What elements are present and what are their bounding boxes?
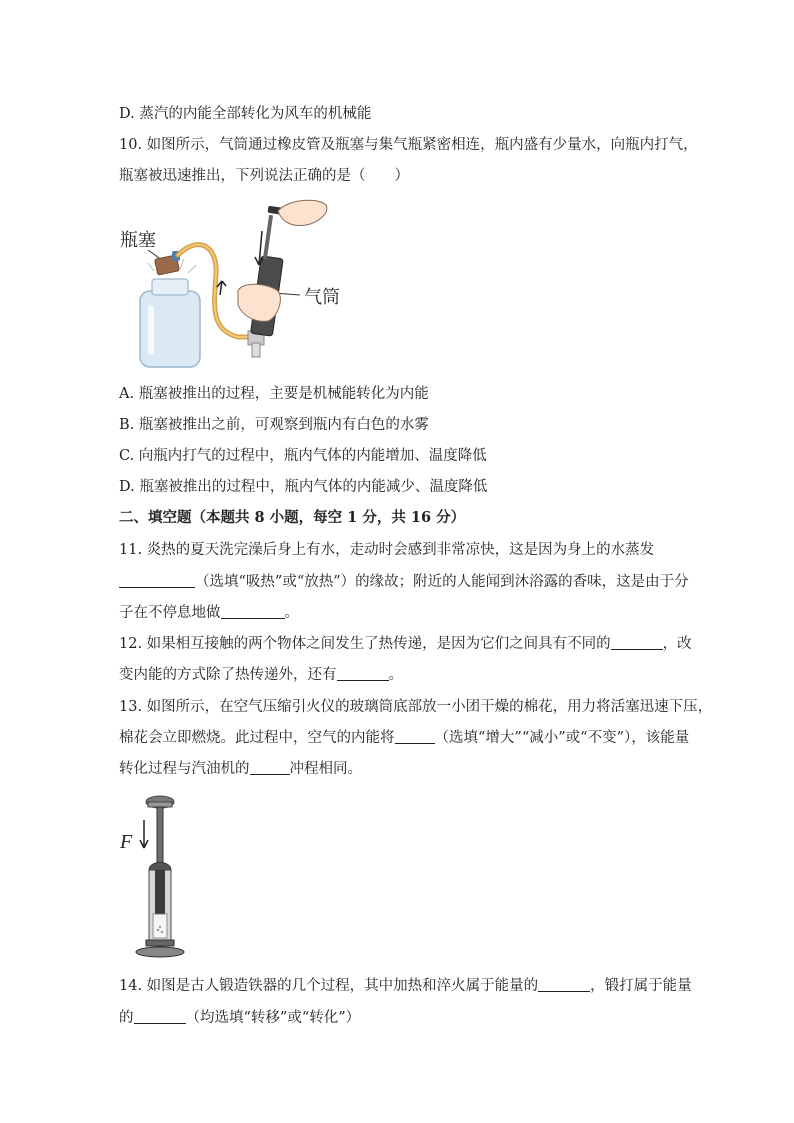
q10-option-c[interactable]: C. 向瓶内打气的过程中，瓶内气体的内能增加、温度降低: [119, 448, 487, 464]
fire-syringe-icon: [136, 796, 184, 957]
q12-line2: 变内能的方式除了热传递外，还有 。: [119, 667, 403, 683]
q13-figure: [118, 790, 198, 960]
q11-line1: 11. 炎热的夏天洗完澡后身上有水，走动时会感到非常凉快，这是因为身上的水蒸发: [119, 542, 655, 558]
q13-blank-2[interactable]: [250, 759, 290, 775]
bottle-icon: [140, 279, 200, 367]
q10-option-a[interactable]: A. 瓶塞被推出的过程，主要是机械能转化为内能: [119, 386, 429, 402]
q11-line3: 子在不停息地做 。: [119, 605, 299, 621]
q10-option-d[interactable]: D. 瓶塞被推出的过程中，瓶内气体的内能减少、温度降低: [119, 479, 488, 495]
q14-line1: 14. 如图是古人锻造铁器的几个过程，其中加热和淬火属于能量的 ，锻打属于能量: [119, 978, 692, 994]
q14-blank-1[interactable]: [538, 976, 590, 992]
q9-option-d: D. 蒸汽的内能全部转化为风车的机械能: [119, 106, 372, 122]
q10-figure: [118, 195, 358, 370]
q14-blank-2[interactable]: [134, 1008, 186, 1024]
q13-line3: 转化过程与汽油机的 冲程相同。: [119, 761, 362, 777]
q10-label-pump: 气筒: [304, 287, 340, 308]
q11-line2: （选填“吸热”或“放热”）的缘故；附近的人能闻到沐浴露的香味，这是由于分: [119, 572, 689, 592]
q13-blank-1[interactable]: [395, 728, 435, 744]
q11-blank-1[interactable]: [119, 572, 195, 588]
section-title-fill-blank: 二、填空题（本题共 8 小题，每空 1 分，共 16 分）: [119, 509, 466, 526]
q13-line1: 13. 如图所示，在空气压缩引火仪的玻璃筒底部放一小团干燥的棉花，用力将活塞迅速下压，: [119, 699, 713, 715]
q11-blank-2[interactable]: [221, 603, 285, 619]
q13-line2: 棉花会立即燃烧。此过程中，空气的内能将 （选填“增大”“减小”或“不变”），该能量: [119, 730, 690, 746]
q13-label-force: F: [120, 831, 133, 853]
q12-line1: 12. 如果相互接触的两个物体之间发生了热传递，是因为它们之间具有不同的 ，改: [119, 636, 692, 652]
hand-top: [278, 200, 327, 225]
q12-blank-1[interactable]: [611, 634, 663, 650]
q10-label-stopper: 瓶塞: [120, 230, 156, 251]
q10-stem-line2: 瓶塞被迅速推出，下列说法正确的是（ ）: [119, 168, 409, 184]
q12-blank-2[interactable]: [337, 665, 389, 681]
q14-line2: 的 （均选填“转移”或“转化”）: [119, 1010, 361, 1026]
pump-icon: [248, 206, 286, 357]
q10-stem-line1: 10. 如图所示，气筒通过橡皮管及瓶塞与集气瓶紧密相连，瓶内盛有少量水，向瓶内打气，: [119, 137, 698, 153]
q10-option-b[interactable]: B. 瓶塞被推出之前，可观察到瓶内有白色的水雾: [119, 417, 429, 433]
hand-bottom: [238, 284, 280, 321]
